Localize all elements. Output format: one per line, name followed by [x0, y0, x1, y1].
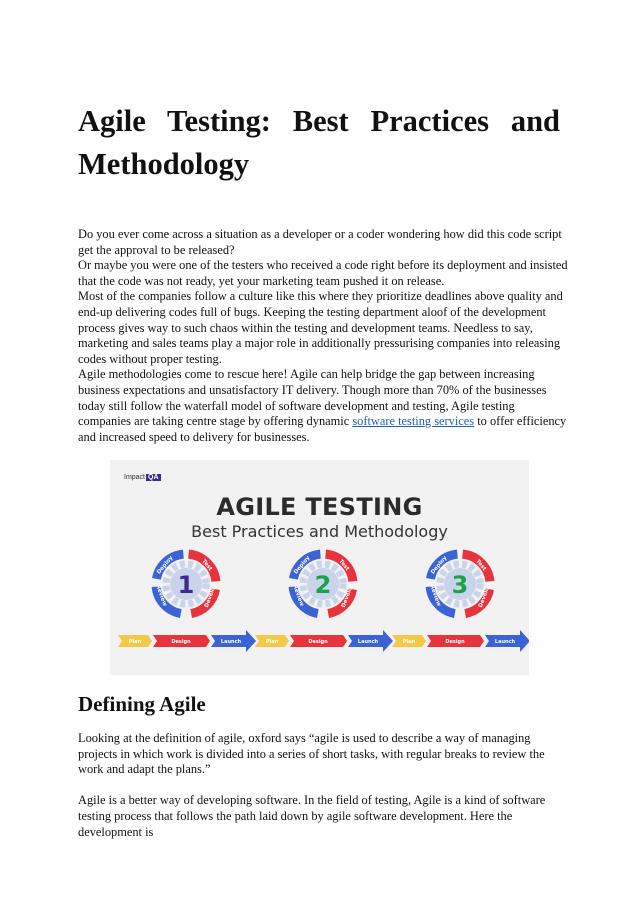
arc-label: Review [428, 584, 442, 608]
arrow-label: Launch [494, 639, 516, 645]
arc-label: Review [154, 584, 168, 608]
section-paragraph: Agile is a better way of developing software. In the field of testing, Agile is a kind of software testing process that follows the path laid down by agile software development. Here the development is [78, 793, 546, 839]
agile-cycles-diagram [110, 546, 529, 671]
defining-agile-section [78, 731, 568, 856]
document-title: Agile Testing: Best Practices and Methodology [78, 104, 560, 181]
arrow-label: Design [171, 639, 191, 645]
arc-label: Develop [203, 582, 219, 609]
software-testing-services-link[interactable]: software testing services [352, 414, 475, 429]
cycle-number: 2 [314, 571, 332, 599]
logo-text: Impact [124, 474, 146, 481]
banner-subtitle: Best Practices and Methodology [191, 522, 448, 541]
arc-label: Review [291, 584, 305, 608]
intro-paragraph: Or maybe you were one of the testers who received a code right before its deployment and insisted that the code was not ready, yet your marketing team pushed it on release. [78, 258, 568, 288]
cycle-number: 3 [451, 571, 469, 599]
text-run: to offer efficiency and increased speed to delivery for businesses. [78, 414, 567, 444]
arrow-label: Launch [357, 639, 379, 645]
arrow-label: Design [308, 639, 328, 645]
arc-label: Test [474, 558, 488, 573]
arc-label: Deploy [430, 555, 449, 576]
arc-label: Deploy [293, 555, 312, 576]
impactqa-logo [124, 474, 161, 481]
intro-paragraph: Do you ever come across a situation as a developer or a coder wondering how did this code script get the approval to be released? [78, 227, 562, 257]
arrow-label: Plan [402, 639, 416, 645]
arrow-label: Plan [128, 639, 142, 645]
cycle-number: 1 [177, 571, 195, 599]
arrow-label: Plan [265, 639, 279, 645]
section-heading: Defining Agile [78, 692, 206, 716]
intro-section [78, 227, 568, 445]
arrow-label: Launch [220, 639, 242, 645]
section-paragraph: Looking at the definition of agile, oxford says “agile is used to describe a way of managing projects in which work is divided into a series of short tasks, with regular breaks to review the work and adapt the plans.” [78, 731, 545, 777]
text-run: Agile methodologies come to rescue here! Agile can help bridge the gap between increasing business expectations and unsatisfactory IT delivery. Though more than 70% of the businesses today still follow the waterfall model of software development and testing, Agile testing companies are taking centre stage by offering dynamic [78, 367, 547, 429]
banner-title: AGILE TESTING [216, 493, 423, 521]
arc-label: Develop [477, 582, 493, 609]
arc-label: Develop [340, 582, 356, 609]
logo-badge: QA [148, 474, 159, 481]
arrow-label: Design [445, 639, 465, 645]
agile-testing-banner-image [110, 460, 529, 675]
arc-label: Test [337, 558, 351, 573]
intro-paragraph: Most of the companies follow a culture like this where they prioritize deadlines above quality and end-up delivering codes full of bugs. Keeping the testing department aloof of the development process gives way to such chaos within the testing and development teams. Needless to say, marketing and sales teams play a major role in additionally pressurising companies into releasing codes without proper testing. [78, 289, 563, 366]
intro-paragraph-agile [78, 367, 568, 445]
arc-label: Test [200, 558, 214, 573]
arc-label: Deploy [156, 555, 175, 576]
